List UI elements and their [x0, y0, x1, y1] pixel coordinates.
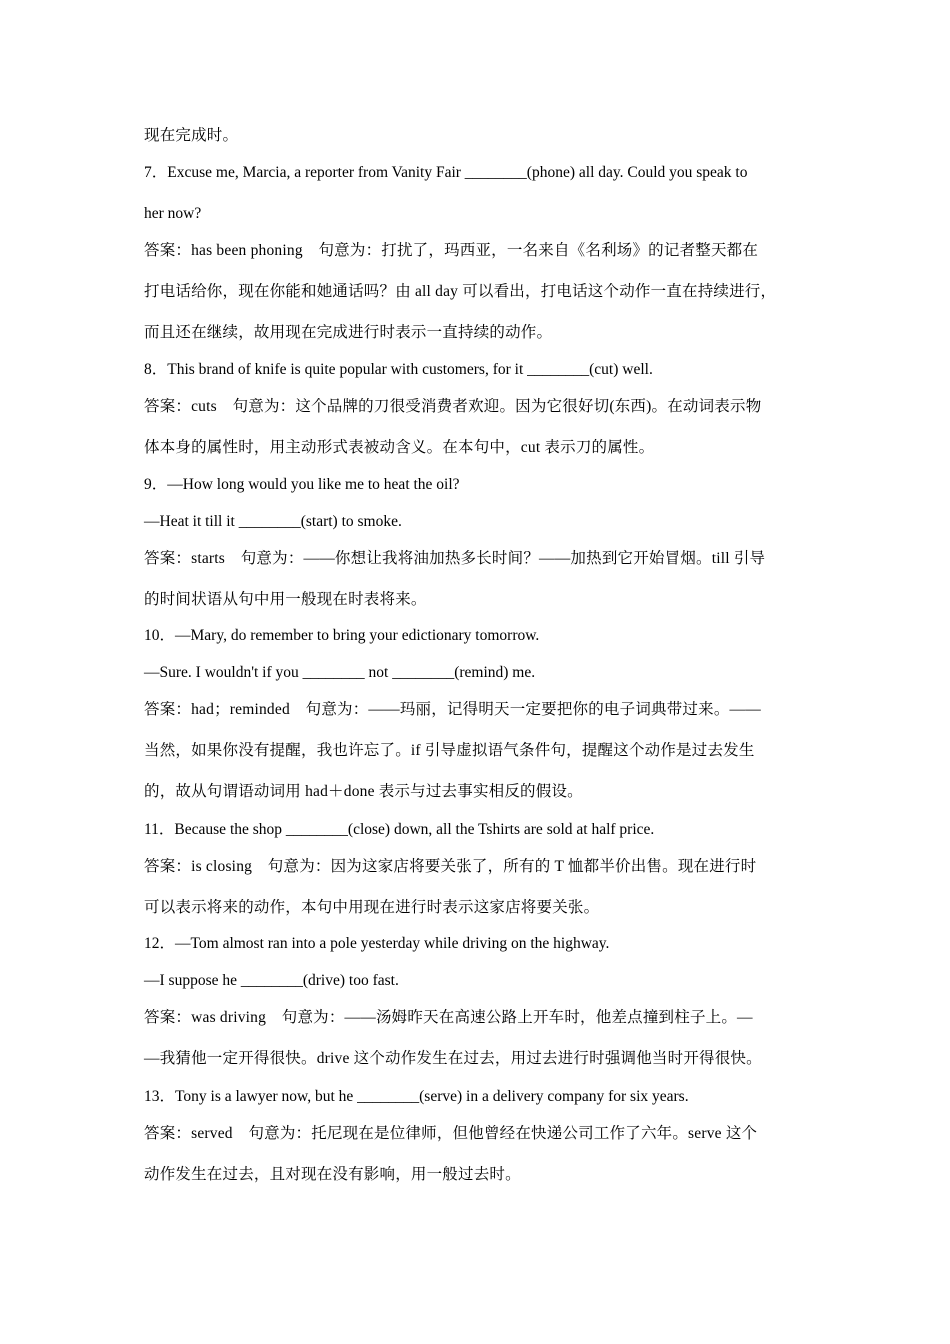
- text-line: 体本身的属性时，用主动形式表被动含义。在本句中，cut 表示刀的属性。: [144, 439, 655, 456]
- question-13: 13．Tony is a lawyer now, but he ________(serve) in a delivery company for six years.: [144, 1088, 689, 1105]
- question-12: 12．—Tom almost ran into a pole yesterday while driving on the highway.: [144, 935, 610, 952]
- answer-12: 答案：was driving 句意为：——汤姆昨天在高速公路上开车时，他差点撞到柱子上。—: [144, 1009, 753, 1026]
- text-line: —Heat it till it ________(start) to smoke.: [144, 513, 402, 530]
- text-line: her now?: [144, 205, 202, 222]
- text-line: 而且还在继续，故用现在完成进行时表示一直持续的动作。: [144, 324, 553, 341]
- text-line: 现在完成时。: [144, 127, 239, 144]
- text-line: 当然，如果你没有提醒，我也许忘了。if 引导虚拟语气条件句，提醒这个动作是过去发生: [144, 742, 755, 759]
- answer-7: 答案：has been phoning 句意为：打扰了，玛西亚，一名来自《名利场》的记者整天都在: [144, 242, 759, 259]
- text-line: —I suppose he ________(drive) too fast.: [144, 972, 399, 989]
- answer-11: 答案：is closing 句意为：因为这家店将要关张了，所有的 T 恤都半价出售。现在进行时: [144, 858, 757, 875]
- question-7: 7．Excuse me, Marcia, a reporter from Vanity Fair ________(phone) all day. Could you speak to: [144, 164, 748, 181]
- text-line: 打电话给你，现在你能和她通话吗？由 all day 可以看出，打电话这个动作一直在持续进行，: [144, 283, 777, 300]
- text-line: —我猜他一定开得很快。drive 这个动作发生在过去，用过去进行时强调他当时开得很快。: [144, 1050, 762, 1067]
- answer-13: 答案：served 句意为：托尼现在是位律师，但他曾经在快递公司工作了六年。serve 这个: [144, 1125, 758, 1142]
- text-line: 可以表示将来的动作，本句中用现在进行时表示这家店将要关张。: [144, 899, 600, 916]
- question-10: 10．—Mary, do remember to bring your edictionary tomorrow.: [144, 627, 540, 644]
- question-9: 9．—How long would you like me to heat the oil?: [144, 476, 460, 493]
- answer-8: 答案：cuts 句意为：这个品牌的刀很受消费者欢迎。因为它很好切(东西)。在动词表示物: [144, 398, 762, 415]
- text-line: 的时间状语从句中用一般现在时表将来。: [144, 591, 427, 608]
- text-line: —Sure. I wouldn't if you ________ not ________(remind) me.: [144, 664, 536, 681]
- text-line: 的，故从句谓语动词用 had＋done 表示与过去事实相反的假设。: [144, 783, 583, 800]
- answer-9: 答案：starts 句意为：——你想让我将油加热多长时间？——加热到它开始冒烟。till 引导: [144, 550, 766, 567]
- question-8: 8．This brand of knife is quite popular with customers, for it ________(cut) well.: [144, 361, 653, 378]
- question-11: 11．Because the shop ________(close) down, all the Tshirts are sold at half price.: [144, 821, 655, 838]
- answer-10: 答案：had；reminded 句意为：——玛丽，记得明天一定要把你的电子词典带过来。——: [144, 701, 761, 718]
- text-line: 动作发生在过去，且对现在没有影响，用一般过去时。: [144, 1166, 521, 1183]
